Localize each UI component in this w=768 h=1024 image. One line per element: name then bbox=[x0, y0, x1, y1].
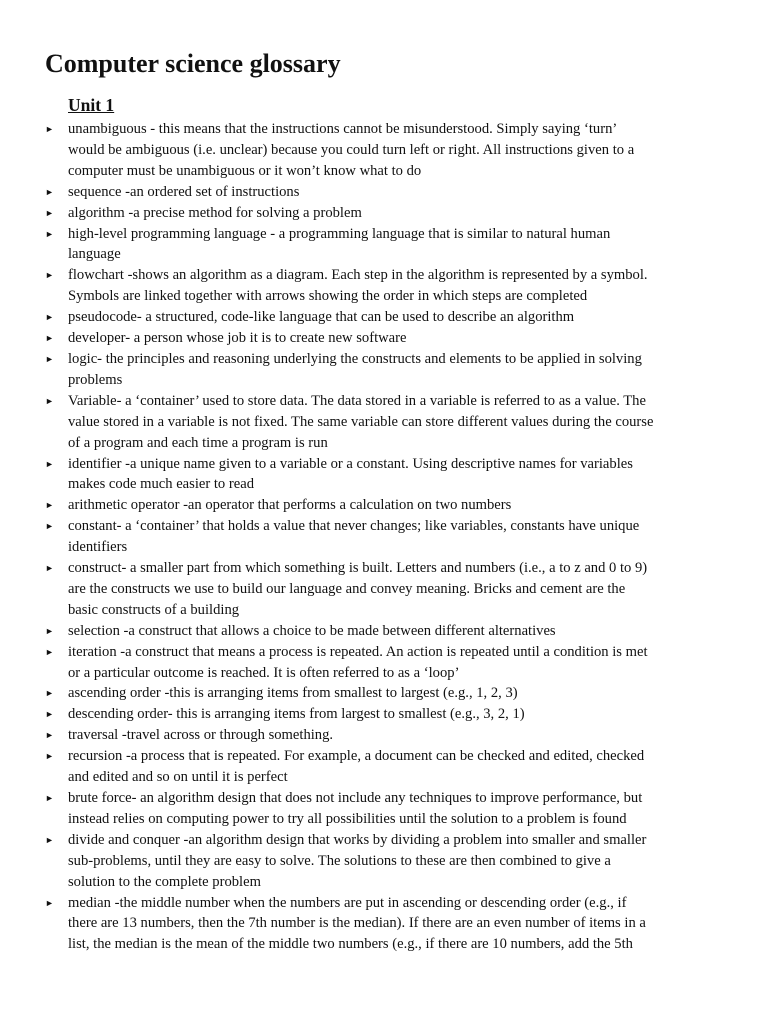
bullet-arrow-icon: ► bbox=[45, 270, 54, 281]
bullet-arrow-icon: ► bbox=[45, 312, 54, 323]
glossary-entry bbox=[0, 391, 728, 454]
glossary-entry-text: unambiguous - this means that the instructions cannot be misunderstood. Simply saying ‘turn’ bbox=[68, 121, 618, 137]
glossary-list bbox=[0, 119, 768, 955]
glossary-entry-text: high-level programming language - a programming language that is similar to natural human bbox=[68, 225, 611, 242]
glossary-entry-text: makes code much easier to read bbox=[68, 476, 254, 493]
bullet-arrow-icon: ► bbox=[45, 353, 54, 364]
glossary-entry bbox=[0, 182, 728, 203]
glossary-entry-text: median -the middle number when the numbers are put in ascending or descending order (e.g., if bbox=[68, 894, 627, 911]
glossary-entry-text: recursion -a process that is repeated. For example, a document can be checked and edited, checked bbox=[68, 748, 645, 765]
glossary-entry-text: there are 13 numbers, then the 7th number is the median). If there are an even number of items in a bbox=[68, 915, 646, 932]
glossary-entry-text: divide and conquer -an algorithm design that works by dividing a problem into smaller and smaller bbox=[68, 831, 647, 848]
glossary-entry-text: Symbols are linked together with arrows showing the order in which steps are completed bbox=[68, 288, 588, 305]
glossary-entry-text: constant- a ‘container’ that holds a value that never changes; like variables, constants have unique bbox=[68, 518, 640, 535]
bullet-arrow-icon: ► bbox=[45, 521, 54, 532]
glossary-entry bbox=[0, 495, 728, 516]
glossary-entry bbox=[0, 307, 728, 328]
unit-heading: Unit 1 bbox=[68, 95, 115, 115]
glossary-entry bbox=[0, 265, 728, 307]
bullet-arrow-icon: ► bbox=[45, 625, 54, 636]
glossary-entry-text: computer must be unambiguous or it won’t know what to do bbox=[68, 162, 422, 179]
bullet-arrow-icon: ► bbox=[45, 333, 54, 344]
glossary-entry-text: sub-problems, until they are easy to solve. The solutions to these are then combined to give a bbox=[68, 852, 611, 869]
glossary-entry bbox=[0, 328, 728, 349]
glossary-entry-text: pseudocode- a structured, code-like language that can be used to describe an algorithm bbox=[68, 309, 575, 326]
glossary-entry-text: solution to the complete problem bbox=[68, 873, 261, 890]
glossary-entry-text: flowchart -shows an algorithm as a diagram. Each step in the algorithm is represented by a symbol. bbox=[68, 267, 648, 284]
glossary-entry-text: sequence -an ordered set of instructions bbox=[68, 183, 300, 200]
glossary-entry bbox=[0, 621, 728, 642]
glossary-entry bbox=[0, 830, 728, 893]
glossary-entry-text: descending order- this is arranging items from largest to smallest (e.g., 3, 2, 1) bbox=[68, 706, 525, 723]
bullet-arrow-icon: ► bbox=[45, 186, 54, 197]
glossary-entry bbox=[0, 642, 728, 684]
glossary-entry-text: value stored in a variable is not fixed. The same variable can store different values during the course bbox=[68, 413, 654, 430]
glossary-entry-text: iteration -a construct that means a process is repeated. An action is repeated until a condition is met bbox=[68, 643, 648, 660]
bullet-arrow-icon: ► bbox=[45, 124, 54, 134]
glossary-entry bbox=[0, 516, 728, 558]
bullet-arrow-icon: ► bbox=[45, 228, 54, 239]
bullet-arrow-icon: ► bbox=[45, 395, 54, 406]
glossary-entry bbox=[0, 746, 728, 788]
glossary-entry-text: would be ambiguous (i.e. unclear) because you could turn left or right. All instructions given to a bbox=[68, 141, 635, 158]
bullet-arrow-icon: ► bbox=[45, 500, 54, 511]
glossary-entry bbox=[0, 203, 728, 224]
glossary-entry-text: instead relies on computing power to try all possibilities until the solution to a problem is found bbox=[68, 810, 627, 827]
glossary-entry-text: arithmetic operator -an operator that performs a calculation on two numbers bbox=[68, 497, 512, 514]
glossary-entry bbox=[0, 704, 728, 725]
bullet-arrow-icon: ► bbox=[45, 458, 54, 469]
page-title: Computer science glossary bbox=[45, 49, 341, 78]
glossary-entry-text: Variable- a ‘container’ used to store data. The data stored in a variable is referred to as a value. The bbox=[68, 392, 646, 409]
glossary-entry bbox=[0, 725, 728, 746]
glossary-entry bbox=[0, 454, 728, 496]
bullet-arrow-icon: ► bbox=[45, 793, 54, 803]
glossary-entry bbox=[0, 119, 728, 182]
bullet-arrow-icon: ► bbox=[45, 751, 54, 762]
glossary-entry-text: or a particular outcome is reached. It is often referred to as a ‘loop’ bbox=[68, 664, 460, 681]
bullet-arrow-icon: ► bbox=[45, 688, 54, 699]
bullet-arrow-icon: ► bbox=[45, 207, 54, 218]
glossary-entry-text: are the constructs we use to build our language and convey meaning. Bricks and cement are the bbox=[68, 580, 626, 597]
glossary-entry-text: basic constructs of a building bbox=[68, 601, 240, 618]
glossary-entry-text: developer- a person whose job it is to create new software bbox=[68, 330, 407, 347]
glossary-entry bbox=[0, 788, 728, 830]
bullet-arrow-icon: ► bbox=[45, 834, 54, 845]
glossary-entry-text: list, the median is the mean of the middle two numbers (e.g., if there are 10 numbers, add the 5th bbox=[68, 936, 633, 953]
glossary-entry bbox=[0, 683, 728, 704]
bullet-arrow-icon: ► bbox=[45, 709, 54, 720]
glossary-entry-text: ascending order -this is arranging items from smallest to largest (e.g., 1, 2, 3) bbox=[68, 685, 518, 702]
bullet-arrow-icon: ► bbox=[45, 646, 54, 657]
glossary-entry-text: traversal -travel across or through something. bbox=[68, 727, 334, 744]
glossary-entry-text: identifiers bbox=[68, 539, 128, 556]
glossary-entry-text: and edited and so on until it is perfect bbox=[68, 769, 288, 786]
glossary-entry bbox=[0, 349, 728, 391]
glossary-entry-text: of a program and each time a program is run bbox=[68, 434, 328, 451]
glossary-entry bbox=[0, 224, 728, 266]
glossary-entry-text: identifier -a unique name given to a variable or a constant. Using descriptive names for variables bbox=[68, 455, 633, 472]
glossary-entry bbox=[0, 558, 728, 621]
glossary-entry bbox=[0, 893, 728, 956]
bullet-arrow-icon: ► bbox=[45, 563, 54, 574]
glossary-entry-text: selection -a construct that allows a choice to be made between different alternatives bbox=[68, 622, 556, 639]
bullet-arrow-icon: ► bbox=[45, 897, 54, 908]
glossary-entry-text: language bbox=[68, 246, 121, 263]
glossary-entry-text: brute force- an algorithm design that does not include any techniques to improve performance, but bbox=[68, 790, 643, 806]
glossary-entry-text: algorithm -a precise method for solving a problem bbox=[68, 204, 362, 221]
glossary-entry-text: problems bbox=[68, 371, 123, 388]
glossary-entry-text: logic- the principles and reasoning underlying the constructs and elements to be applied in solving bbox=[68, 350, 642, 367]
glossary-entry-text: construct- a smaller part from which something is built. Letters and numbers (i.e., a to z and 0 to 9) bbox=[68, 560, 648, 577]
bullet-arrow-icon: ► bbox=[45, 730, 54, 741]
